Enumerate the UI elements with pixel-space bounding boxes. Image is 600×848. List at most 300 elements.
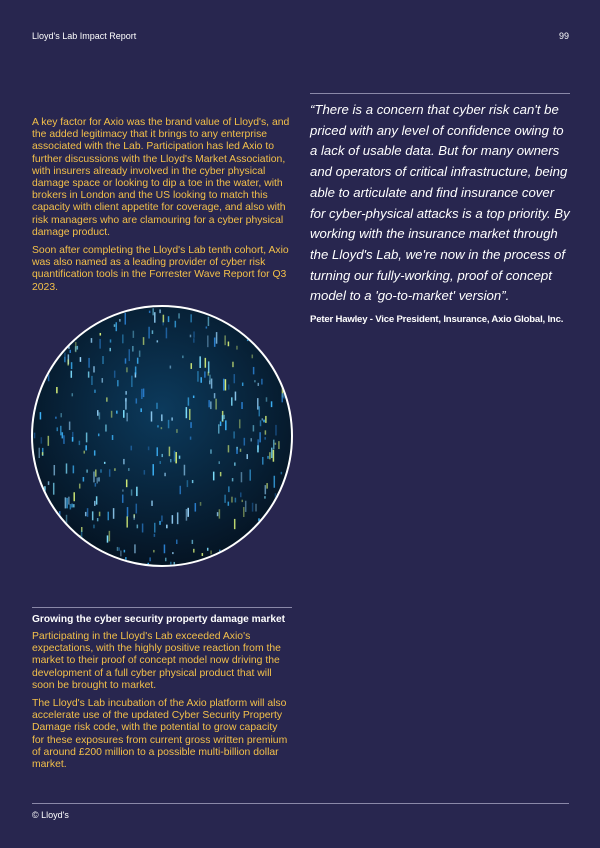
light-dot xyxy=(35,401,37,409)
light-dot xyxy=(176,540,178,544)
light-dot xyxy=(217,512,219,516)
light-dot xyxy=(236,346,238,350)
light-dot xyxy=(286,309,288,315)
light-dot xyxy=(279,519,281,529)
light-dot xyxy=(271,448,273,458)
light-dot xyxy=(135,366,137,374)
light-dot xyxy=(35,506,37,517)
light-dot xyxy=(172,552,174,554)
light-dot xyxy=(258,383,260,386)
light-dot xyxy=(148,446,150,450)
light-dot xyxy=(271,343,273,350)
light-dot xyxy=(156,403,158,409)
light-dot xyxy=(37,341,39,346)
light-dot xyxy=(253,425,255,431)
light-dot xyxy=(164,544,166,553)
light-dot xyxy=(117,380,119,386)
light-dot xyxy=(169,447,171,457)
light-dot xyxy=(114,371,116,378)
light-dot xyxy=(83,477,85,482)
light-dot xyxy=(151,411,153,421)
light-dot xyxy=(208,372,210,376)
light-dot xyxy=(166,328,168,339)
light-dot xyxy=(100,469,102,472)
light-dot xyxy=(220,472,222,476)
light-dot xyxy=(88,358,90,368)
light-dot xyxy=(41,315,43,326)
light-dot xyxy=(260,420,262,426)
light-dot xyxy=(235,498,237,503)
light-dot xyxy=(106,397,108,401)
light-dot xyxy=(41,365,43,376)
light-dot xyxy=(262,457,264,465)
pull-quote xyxy=(310,93,570,325)
light-dot xyxy=(56,344,58,350)
light-dot xyxy=(116,411,118,414)
light-dot xyxy=(48,481,50,485)
light-dot xyxy=(94,501,96,506)
light-dot xyxy=(93,309,95,317)
light-dot xyxy=(264,437,266,440)
light-dot xyxy=(243,558,245,567)
light-dot xyxy=(123,459,125,464)
light-dot xyxy=(71,371,73,378)
light-dot xyxy=(244,438,246,446)
light-dot xyxy=(159,309,161,313)
light-dot xyxy=(34,433,36,439)
light-dot xyxy=(224,335,226,345)
light-dot xyxy=(225,379,227,390)
light-dot xyxy=(172,515,174,524)
light-dot xyxy=(152,330,154,334)
light-dot xyxy=(43,357,45,367)
light-dot xyxy=(200,377,202,383)
light-dot xyxy=(275,493,277,505)
light-dot xyxy=(125,391,127,395)
light-dot xyxy=(99,512,101,517)
light-dot xyxy=(91,376,93,385)
light-dot xyxy=(186,509,188,521)
light-dot xyxy=(281,472,283,475)
light-dot xyxy=(204,371,206,377)
light-dot xyxy=(42,452,44,455)
light-dot xyxy=(189,409,191,420)
light-dot xyxy=(66,515,68,526)
light-dot xyxy=(81,321,83,332)
light-dot xyxy=(73,504,75,507)
light-dot xyxy=(253,527,255,534)
light-dot xyxy=(292,492,293,501)
light-dot xyxy=(98,477,100,481)
light-dot xyxy=(233,431,235,438)
light-dot xyxy=(161,454,163,457)
light-dot xyxy=(147,563,149,567)
light-dot xyxy=(281,368,283,378)
light-dot xyxy=(92,511,94,520)
light-dot xyxy=(80,357,82,362)
light-dot xyxy=(79,441,81,445)
footer xyxy=(32,803,569,820)
light-dot xyxy=(153,550,155,553)
light-dot xyxy=(67,359,69,365)
light-dot xyxy=(210,449,212,453)
light-dot xyxy=(223,379,225,391)
light-dot xyxy=(265,485,267,494)
light-dot xyxy=(49,501,51,508)
light-dot xyxy=(286,516,288,527)
light-dot xyxy=(254,380,256,382)
light-dot xyxy=(232,478,234,481)
light-dot xyxy=(210,401,212,409)
light-dot xyxy=(166,525,168,529)
light-dot xyxy=(225,420,227,430)
light-dot xyxy=(77,346,79,350)
light-dot xyxy=(283,392,285,398)
light-dot xyxy=(219,559,221,567)
light-dot xyxy=(61,561,63,567)
light-dot xyxy=(40,412,42,419)
light-dot xyxy=(281,517,283,523)
light-dot xyxy=(141,389,143,399)
light-dot xyxy=(66,311,68,321)
light-dot xyxy=(102,356,104,364)
light-dot xyxy=(236,449,238,454)
light-dot xyxy=(208,400,210,407)
light-dot xyxy=(171,417,173,420)
light-dot xyxy=(280,330,282,336)
light-dot xyxy=(131,489,133,495)
light-dot xyxy=(219,509,221,518)
light-dot xyxy=(242,383,244,386)
light-dot xyxy=(154,312,156,323)
paragraph: The Lloyd's Lab incubation of the Axio platform will also accelerate use of the updated Cyber Security Property Damage risk code, with the potential to grow capacity for these exposures from current gross written premium of around £200 million to a possible multi-billion dollar market. xyxy=(32,698,288,771)
light-dot xyxy=(193,396,195,398)
light-dot xyxy=(168,316,170,322)
light-dot xyxy=(107,535,109,542)
light-dot xyxy=(190,314,192,322)
light-dot xyxy=(160,461,162,464)
light-dot xyxy=(116,322,118,331)
light-dot xyxy=(79,484,81,489)
light-dot xyxy=(190,437,192,440)
light-dot xyxy=(291,417,293,427)
light-dot xyxy=(111,411,113,418)
light-dot xyxy=(216,332,218,344)
light-dot xyxy=(151,566,153,567)
light-dot xyxy=(84,451,86,454)
light-dot xyxy=(131,376,133,387)
section-growing-market xyxy=(32,607,292,777)
light-dot xyxy=(236,561,238,567)
light-dot xyxy=(170,562,172,567)
light-dot xyxy=(208,317,210,326)
light-dot xyxy=(274,558,276,567)
light-dot xyxy=(258,518,260,521)
light-dot xyxy=(117,547,119,551)
light-dot xyxy=(211,379,213,389)
light-dot xyxy=(204,309,206,311)
light-dot xyxy=(85,445,87,450)
light-dot xyxy=(207,335,209,347)
light-dot xyxy=(45,506,47,511)
light-dot xyxy=(86,433,88,443)
light-dot xyxy=(134,544,136,553)
light-dot xyxy=(177,512,179,524)
light-dot xyxy=(91,338,93,343)
light-dot xyxy=(166,566,168,567)
light-dot xyxy=(60,413,62,417)
light-dot xyxy=(255,504,257,512)
light-dot xyxy=(280,347,282,352)
light-dot xyxy=(190,422,192,428)
light-dot xyxy=(273,338,275,347)
light-dot xyxy=(290,308,292,311)
light-dot xyxy=(140,408,142,412)
light-dot xyxy=(219,550,221,557)
light-dot xyxy=(152,464,154,475)
light-dot xyxy=(243,507,245,517)
light-dot xyxy=(257,445,259,452)
light-dot xyxy=(93,472,95,483)
light-dot xyxy=(252,503,254,512)
light-dot xyxy=(70,350,72,353)
light-dot xyxy=(41,378,43,384)
light-dot xyxy=(65,497,67,508)
light-dot xyxy=(258,406,260,416)
light-dot xyxy=(73,465,75,473)
light-dot xyxy=(208,361,210,373)
light-dot xyxy=(114,324,116,327)
light-dot xyxy=(234,462,236,465)
light-dot xyxy=(58,342,60,344)
light-dot xyxy=(122,489,124,491)
light-dot xyxy=(253,367,255,374)
paragraph: Participating in the Lloyd's Lab exceeded Axio's expectations, with the highly positive reaction from the market to their proof of concept model now driving the development of a full cyber physical product that will soon be brought to market. xyxy=(32,631,281,691)
light-dot xyxy=(273,440,275,450)
light-dot xyxy=(165,558,167,562)
light-dot xyxy=(192,540,194,544)
light-dot xyxy=(133,515,135,520)
light-dot xyxy=(109,469,111,476)
light-dot xyxy=(159,521,161,525)
light-dot xyxy=(219,461,221,464)
light-dot xyxy=(124,550,126,553)
light-dot xyxy=(271,401,273,407)
light-dot xyxy=(174,451,176,462)
light-dot xyxy=(277,316,279,326)
light-dot xyxy=(79,535,81,541)
light-dot xyxy=(176,429,178,433)
light-dot xyxy=(37,503,39,510)
light-dot xyxy=(52,365,54,369)
light-dot xyxy=(202,553,204,556)
light-dot xyxy=(126,479,128,487)
light-dot xyxy=(88,371,90,377)
light-dot xyxy=(251,438,253,441)
light-dot xyxy=(73,492,75,501)
light-dot xyxy=(93,366,95,372)
light-dot xyxy=(240,492,242,497)
light-dot xyxy=(252,355,254,359)
light-dot xyxy=(184,465,186,476)
light-dot xyxy=(149,557,151,561)
light-dot xyxy=(86,470,88,473)
light-dot xyxy=(240,449,242,452)
light-dot xyxy=(154,534,156,537)
light-dot xyxy=(228,486,230,492)
light-dot xyxy=(207,548,209,551)
light-dot xyxy=(235,392,237,401)
light-dot xyxy=(68,497,70,505)
light-dot xyxy=(144,470,146,475)
light-dot xyxy=(262,351,264,353)
light-dot xyxy=(278,441,280,449)
light-dot xyxy=(264,496,266,499)
light-dot xyxy=(214,337,216,346)
light-dot xyxy=(193,549,195,553)
light-dot xyxy=(127,507,129,517)
light-dot xyxy=(100,333,102,336)
light-dot xyxy=(232,362,234,367)
light-dot xyxy=(126,367,128,372)
light-dot xyxy=(136,487,138,496)
light-dot xyxy=(161,414,163,421)
light-dot xyxy=(234,519,236,529)
light-dot xyxy=(76,307,78,315)
light-dot xyxy=(241,402,243,409)
light-dot xyxy=(291,376,293,379)
light-dot xyxy=(259,432,261,442)
light-dot xyxy=(193,331,195,337)
light-dot xyxy=(247,454,249,459)
light-dot xyxy=(273,450,275,462)
light-dot xyxy=(222,415,224,421)
light-dot xyxy=(231,397,233,405)
light-dot xyxy=(122,495,124,503)
light-dot xyxy=(128,468,130,471)
light-dot xyxy=(55,417,57,419)
light-dot xyxy=(242,500,244,502)
light-dot xyxy=(275,443,277,445)
light-dot xyxy=(109,348,111,351)
light-dot xyxy=(48,374,50,381)
light-dot xyxy=(122,334,124,343)
light-dot xyxy=(125,557,127,567)
light-dot xyxy=(257,398,259,409)
light-dot xyxy=(245,501,247,512)
light-dot xyxy=(87,508,89,517)
light-dot xyxy=(109,531,111,541)
light-dot xyxy=(206,326,208,328)
light-dot xyxy=(170,459,172,462)
light-dot xyxy=(61,341,63,350)
light-dot xyxy=(182,356,184,359)
light-dot xyxy=(41,437,43,443)
light-dot xyxy=(263,420,265,423)
light-dot xyxy=(44,486,46,498)
light-dot xyxy=(175,321,177,328)
light-dot xyxy=(111,556,113,564)
light-dot xyxy=(72,537,74,540)
light-dot xyxy=(132,346,134,352)
light-dot xyxy=(178,313,180,318)
light-dot xyxy=(110,339,112,342)
quote-text: “There is a concern that cyber risk can't be priced with any level of confidence owing to a lack of usable data. But for many owners and operators of critical infrastructure, being able to articulate and find insurance cover for cyber-physical attacks is a top priority. By working with the insurance market through the Lloyd's Lab, we're now in the process of turning our fully-working, proof of concept model to a 'go-to-market' version”. xyxy=(310,102,570,304)
light-dot xyxy=(205,358,207,368)
light-dot xyxy=(149,311,151,313)
light-dot xyxy=(186,407,188,418)
light-dot xyxy=(249,470,251,481)
light-dot xyxy=(104,559,106,565)
light-dot xyxy=(61,340,63,347)
light-dot xyxy=(102,378,104,383)
light-dot xyxy=(44,545,46,557)
paragraph: A key factor for Axio was the brand value of Lloyd's, and the added legitimacy that it brings to any enterprise associated with the Lab. Participation has led Axio to further discussions with the Lloyd's Market Association, with insurers already involved in the cyber physical damage space or looking to dip a toe in the water, with brokers in London and the US looking to match this capacity with client appetite for coverage, and also with risk managers who are clamouring for a cyber physical damage product. xyxy=(32,117,290,238)
light-dot xyxy=(187,480,189,487)
light-dot xyxy=(192,480,194,483)
light-dot xyxy=(50,566,52,567)
light-dot xyxy=(95,483,97,487)
copyright: © Lloyd's xyxy=(32,810,69,820)
light-dot xyxy=(154,523,156,533)
light-dot xyxy=(199,356,201,368)
light-dot xyxy=(71,562,73,565)
light-dot xyxy=(218,424,220,433)
light-dot xyxy=(262,418,264,420)
light-dot xyxy=(48,436,50,446)
light-dot xyxy=(97,518,99,521)
light-dot xyxy=(265,416,267,423)
light-dot xyxy=(98,434,100,437)
light-dot xyxy=(123,410,125,418)
light-dot xyxy=(85,512,87,516)
light-dot xyxy=(97,478,99,484)
light-dot xyxy=(168,420,170,428)
light-dot xyxy=(55,322,57,333)
light-dot xyxy=(75,346,77,351)
light-dot xyxy=(161,515,163,521)
light-dot xyxy=(292,503,293,514)
light-dot xyxy=(93,525,95,529)
light-dot xyxy=(72,393,74,396)
light-dot xyxy=(209,375,211,382)
light-dot xyxy=(119,319,121,322)
light-dot xyxy=(45,508,47,515)
page-number: 99 xyxy=(558,31,569,41)
light-dot xyxy=(228,342,230,347)
light-dot xyxy=(274,351,276,355)
light-dot xyxy=(220,421,222,426)
light-dot xyxy=(170,366,172,369)
light-dot xyxy=(163,315,165,323)
intro-text xyxy=(32,117,292,300)
light-dot xyxy=(179,456,181,459)
light-dot xyxy=(136,504,138,514)
light-dot xyxy=(157,340,159,342)
light-dot xyxy=(243,553,245,558)
light-dot xyxy=(191,363,193,369)
light-dot xyxy=(43,316,45,328)
light-dot xyxy=(39,448,41,458)
light-dot xyxy=(267,456,269,459)
light-dot xyxy=(57,319,59,325)
light-dot xyxy=(231,497,233,503)
light-dot xyxy=(131,446,133,451)
light-dot xyxy=(285,334,287,341)
light-dot xyxy=(64,353,66,363)
light-dot xyxy=(57,427,59,431)
light-dot xyxy=(218,311,220,315)
